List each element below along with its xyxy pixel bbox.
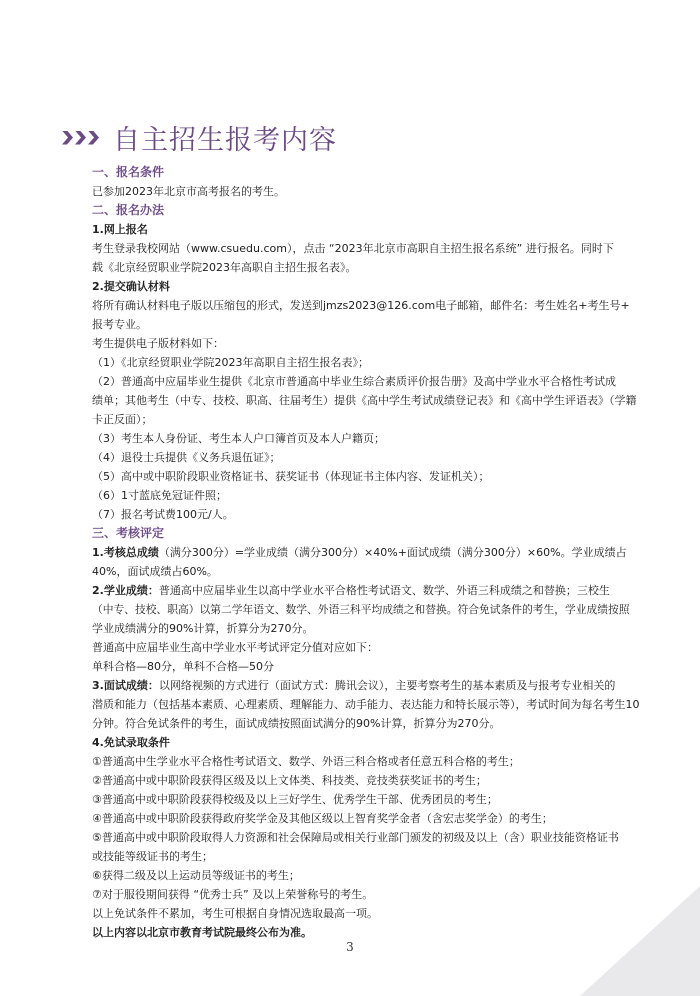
material-item: （7）报名考试费100元/人。 [92, 508, 234, 521]
interview-line-2: 潜质和能力（包括基本素质、心理素质、理解能力、动手能力、表达能力和特长展示等），考试时间为每名考生10 [92, 698, 640, 711]
material-item: （1）《北京经贸职业学院2023年高职自主招生报名表》； [92, 356, 369, 369]
material-item: （3）考生本人身份证、考生本人户口簿首页及本人户籍页； [92, 432, 385, 445]
exemption-item: ⑤普通高中或中职阶段取得人力资源和社会保障局或相关行业部门颁发的初级及以上（含）职业技能资格证书 [92, 831, 619, 844]
materials-text-3: 考生提供电子版材料如下： [92, 337, 224, 350]
academic-line-3: 学业成绩满分的90%计算，折算分为270分。 [92, 622, 314, 635]
material-item: （5）高中或中职阶段职业资格证书、获奖证书（体现证书主体内容、发证机关）； [92, 470, 490, 483]
materials-text-1: 将所有确认材料电子版以压缩包的形式，发送到jmzs2023@126.com电子邮箱，邮件名：考生姓名+考生号+ [92, 299, 630, 312]
content-body [92, 163, 640, 942]
material-item: （2）普通高中应届毕业生提供《北京市普通高中毕业生综合素质评价报告册》及高中学业水平合格性考试成 [92, 375, 616, 388]
materials-text-2: 报考专业。 [92, 318, 147, 331]
exemption-item: ③普通高中或中职阶段获得校级及以上三好学生、优秀学生干部、优秀团员的考生； [92, 793, 498, 806]
total-score-lead: 1.考核总成绩 [92, 546, 159, 559]
interview-lead: 3.面试成绩： [92, 679, 159, 692]
material-item: （4）退役士兵提供《义务兵退伍证》； [92, 451, 281, 464]
exemption-item: ①普通高中生学业水平合格性考试语文、数学、外语三科合格或者任意五科合格的考生； [92, 755, 520, 768]
page-number: 3 [346, 940, 354, 954]
academic-line-5: 单科合格—80分，单科不合格—50分 [92, 660, 274, 673]
material-item: 卡正反面）； [92, 413, 153, 426]
interview-text: 以网络视频的方式进行（面试方式：腾讯会议），主要考察考生的基本素质及与报考专业相关的 [158, 679, 616, 692]
section-heading-2: 二、报名办法 [92, 203, 165, 217]
academic-line-4: 普通高中应届毕业生高中学业水平考试评定分值对应如下： [92, 641, 378, 654]
section-1-text: 已参加2023年北京市高考报名的考生。 [92, 185, 285, 198]
exemption-item: 或技能等级证书的考生； [92, 850, 213, 863]
section-heading-3: 三、考核评定 [92, 526, 165, 540]
sub-heading-materials: 2.提交确认材料 [92, 280, 170, 293]
exemption-item: ⑦对于服役期间获得 “优秀士兵” 及以上荣誉称号的考生。 [92, 888, 374, 901]
academic-text: 普通高中应届毕业生以高中学业水平合格性考试语文、数学、外语三科成绩之和替换；三校生 [158, 584, 610, 597]
online-text-2: 载《北京经贸职业学院2023年高职自主招生报名表》。 [92, 261, 357, 274]
academic-line-1 [92, 581, 632, 600]
chevron-arrows-icon [62, 131, 101, 145]
title-row [62, 118, 337, 157]
material-item: （6）1寸蓝底免冠证件照； [92, 489, 227, 502]
page-title: 自主招生报考内容 [113, 125, 337, 156]
sub-heading-online: 1.网上报名 [92, 223, 148, 236]
exemption-item: 以上免试条件不累加，考生可根据自身情况选取最高一项。 [92, 907, 378, 920]
material-item: 绩单；其他考生（中专、技校、职高、往届考生）提供《高中学生考试成绩登记表》和《高中学生评语表》（学籍 [92, 394, 637, 407]
section-heading-1: 一、报名条件 [92, 165, 165, 179]
interview-line-3: 分钟。符合免试条件的考生，面试成绩按照面试满分的90%计算，折算分为270分。 [92, 717, 501, 730]
total-score-text: （满分300分）=学业成绩（满分300分）×40%+面试成绩（满分300分）×60%。学业成绩占 [158, 546, 627, 559]
final-note: 以上内容以北京市教育考试院最终公布为准。 [92, 926, 312, 939]
exemption-item: ⑥获得二级及以上运动员等级证书的考生； [92, 869, 300, 882]
total-score-line-1 [92, 543, 632, 562]
exemption-item: ④普通高中或中职阶段获得政府奖学金及其他区级以上智育奖学金者（含宏志奖学金）的考生； [92, 812, 553, 825]
interview-line-1 [92, 676, 632, 695]
exemption-heading: 4.免试录取条件 [92, 736, 170, 749]
exemption-item: ②普通高中或中职阶段获得区级及以上文体类、科技类、竞技类获奖证书的考生； [92, 774, 487, 787]
academic-line-2: （中专、技校、职高）以第二学年语文、数学、外语三科平均成绩之和替换。符合免试条件的考生，学业成绩按照 [92, 603, 630, 616]
online-text-1: 考生登录我校网站（www.csuedu.com），点击 “2023年北京市高职自主招生报名系统” 进行报名。同时下 [92, 242, 614, 255]
academic-lead: 2.学业成绩： [92, 584, 159, 597]
total-score-line-2: 40%，面试成绩占60%。 [92, 565, 218, 578]
